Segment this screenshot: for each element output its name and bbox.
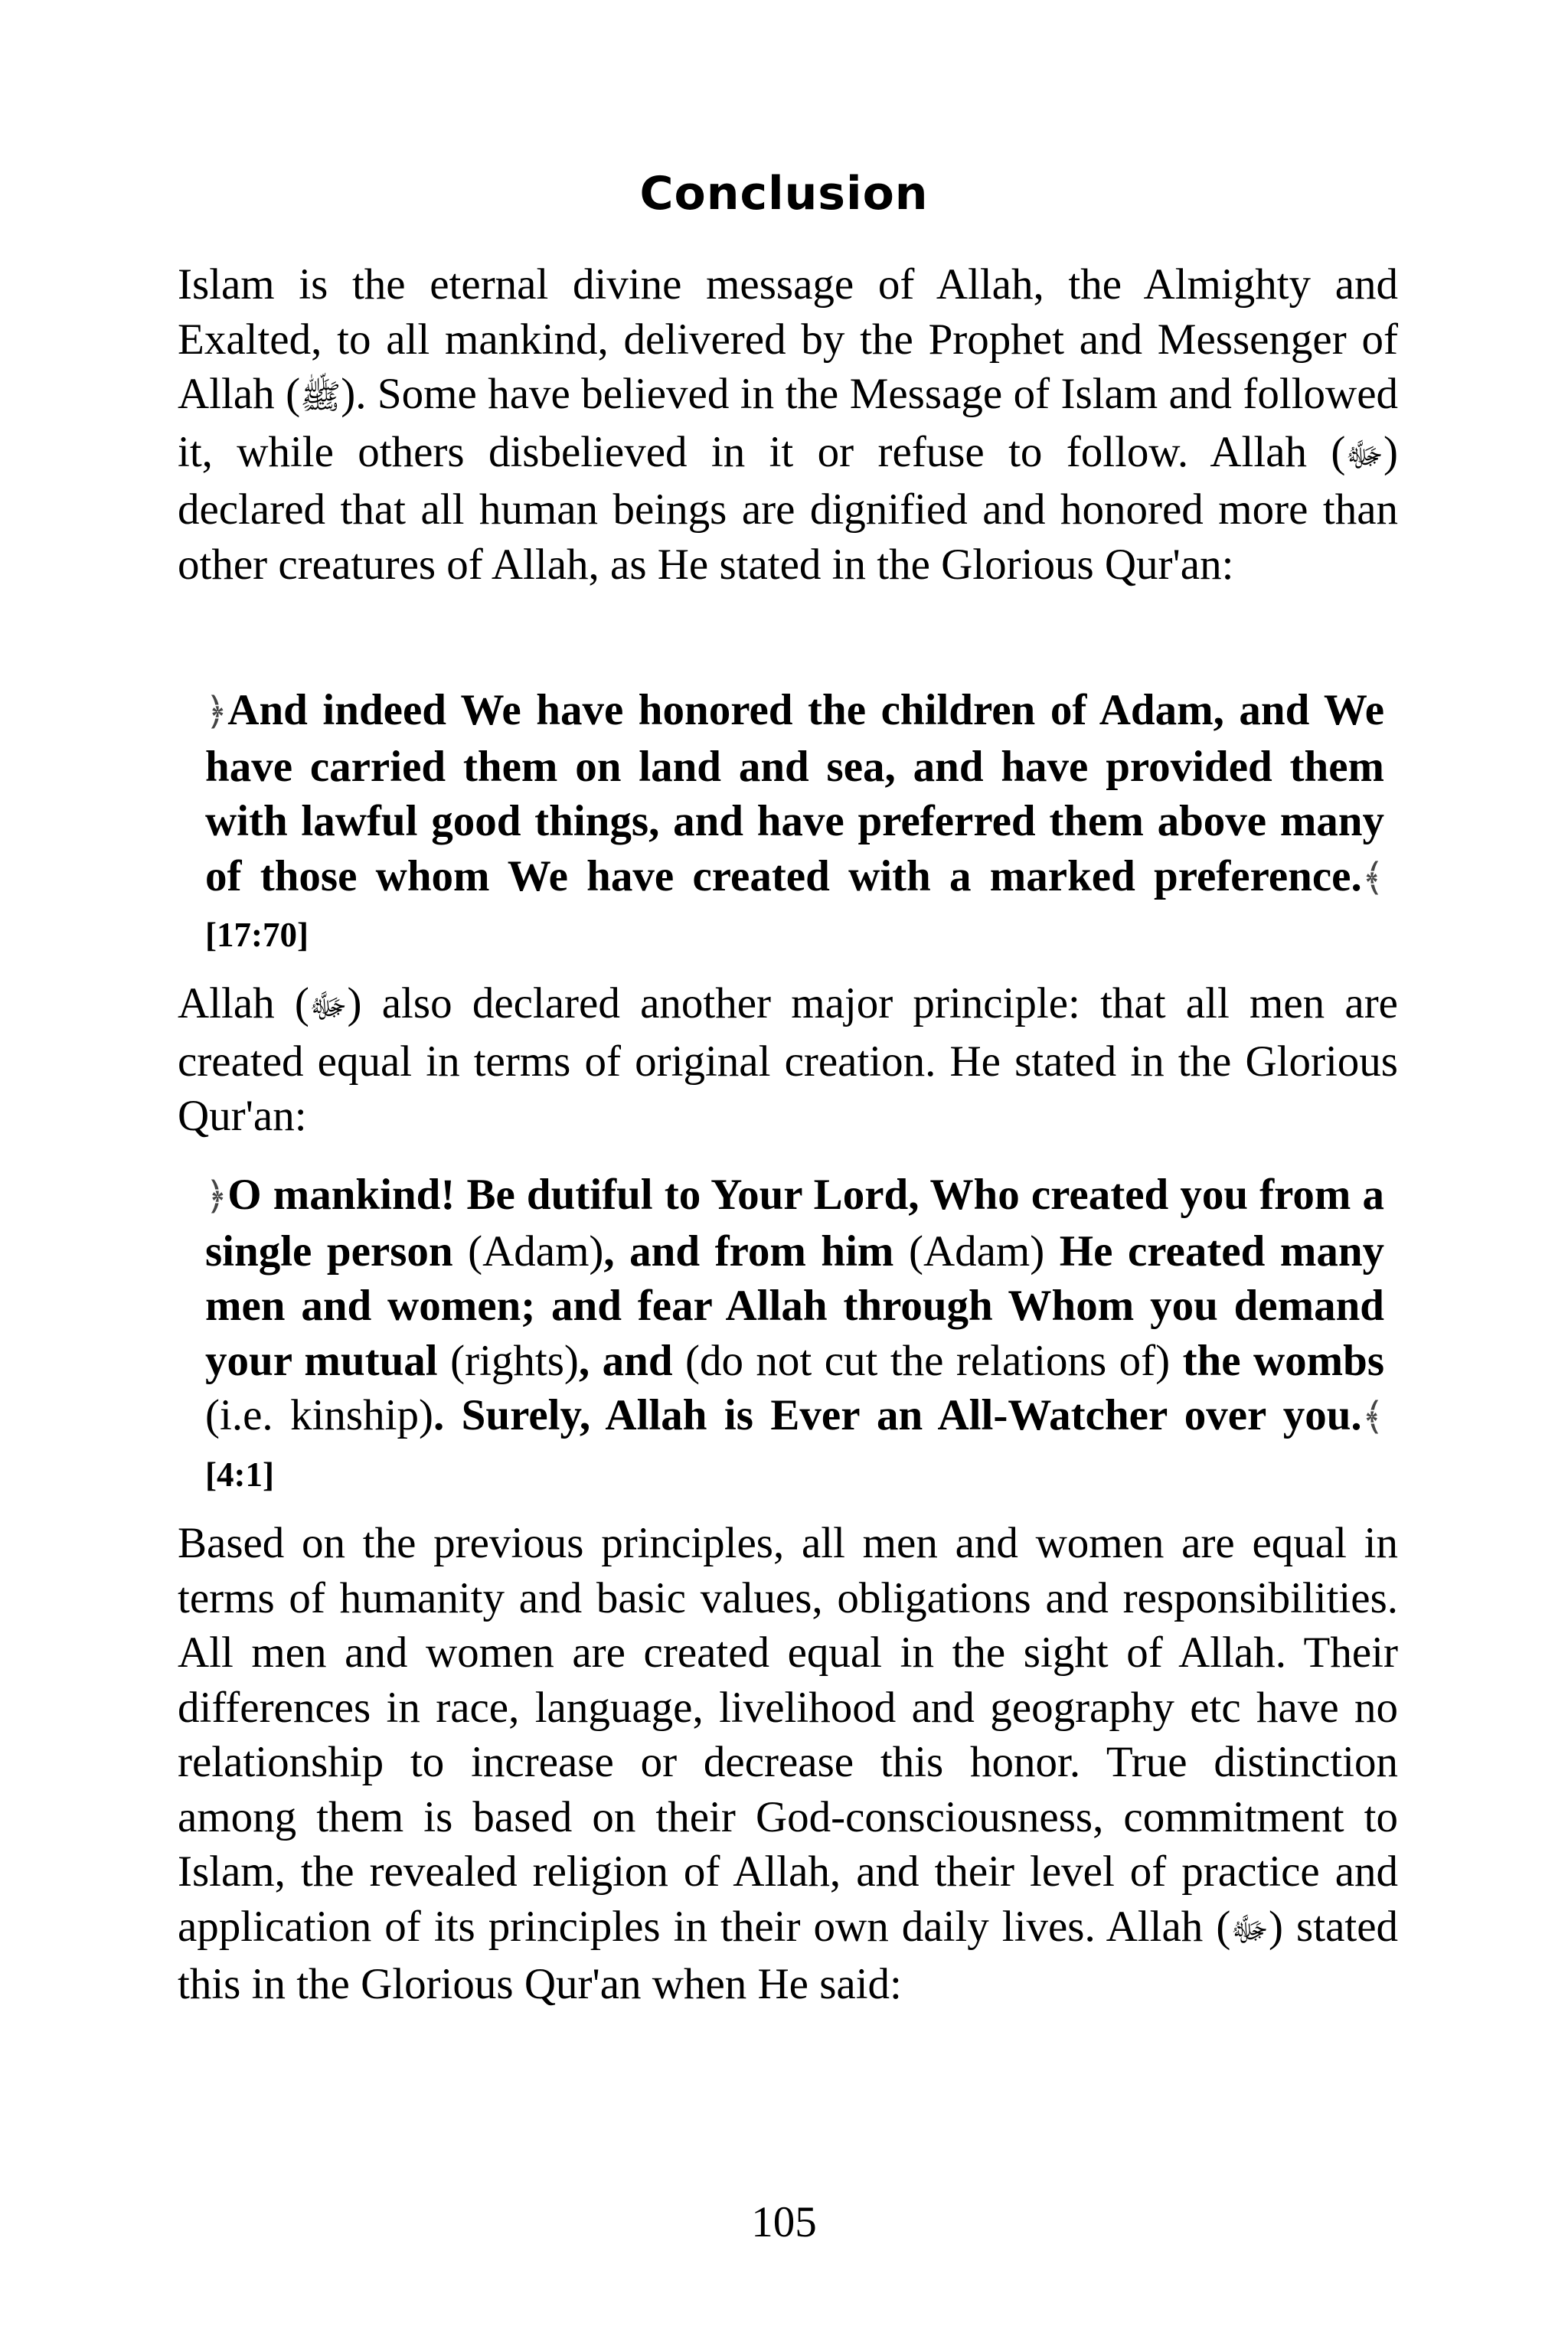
- page-number: 105: [751, 2198, 817, 2246]
- paragraph-text: Allah (: [178, 979, 309, 1027]
- page-title: Conclusion: [639, 167, 929, 220]
- paragraph-text: Based on the previous principles, all men and women are equal in terms of humanity and basic values, obligations and responsibilities. All men and women are created equal in the sight of Allah. Their differences in race, language, livelihood and geography etc have no relationship to increase or decrease this honor. True distinction among them is based on their God-consciousness, commitment to Islam, the revealed religion of Allah, and their level of practice and application of its principles in their own daily lives. Allah (: [178, 1519, 1398, 1951]
- verse-explanation: (do not cut the relations of): [685, 1336, 1171, 1385]
- glorification-symbol: ﷻ: [1345, 436, 1384, 474]
- verse-explanation: (Adam): [908, 1227, 1045, 1276]
- glorification-symbol: ﷻ: [1230, 1910, 1269, 1949]
- paragraph-principle: [178, 976, 1398, 1144]
- verse-close-bracket: ﴾: [1361, 855, 1384, 899]
- paragraph-equality: [178, 1516, 1398, 2012]
- verse-explanation: (Adam): [468, 1227, 604, 1276]
- verse-open-bracket: ﴿: [205, 690, 228, 733]
- verse-open-bracket: ﴿: [205, 1174, 228, 1217]
- verse-text: . Surely, Allah is Ever an All-Watcher over you.: [433, 1391, 1362, 1439]
- verse-text: He created many men and women; and fear Allah through Whom you demand your mutual: [205, 1227, 1385, 1385]
- verse-text: O mankind! Be dutiful to Your Lord, Who created you from a single person: [205, 1171, 1384, 1276]
- verse-text: the wombs: [1182, 1336, 1385, 1385]
- paragraph-text: ) stated this in the Glorious Qur'an when He said:: [178, 1902, 1399, 2008]
- verse-explanation: (rights): [450, 1336, 579, 1385]
- paragraph-text: ). Some have believed in the Message of Islam and followed it, while others disbelieved in it or refuse to follow. Allah (: [178, 370, 1398, 476]
- quran-verse-4-1: [205, 1168, 1384, 1502]
- verse-text: , and: [578, 1336, 673, 1385]
- verse-text: , and from him: [603, 1227, 894, 1276]
- paragraph-intro: [178, 257, 1398, 592]
- paragraph-text: Islam is the eternal divine message of Allah, the Almighty and Exalted, to all mankind, delivered by the Prophet and Messenger of Allah (: [178, 260, 1398, 418]
- verse-text: And indeed We have honored the children of Adam, and We have carried them on land and sea, and have provided them with lawful good things, and have preferred them above many of those whom We have created with a marked preference.: [205, 686, 1384, 900]
- paragraph-text: ) also declared another major principle: that all men are created equal in terms of original creation. He stated in the Glorious Qur'an:: [178, 979, 1398, 1140]
- quran-verse-17-70: [205, 683, 1384, 963]
- verse-reference: [4:1]: [205, 1455, 274, 1494]
- verse-close-bracket: ﴾: [1361, 1395, 1384, 1438]
- verse-explanation: (i.e. kinship): [205, 1391, 433, 1439]
- paragraph-text: ) declared that all human beings are dignified and honored more than other creatures of Allah, as He stated in the Glorious Qur'an:: [178, 427, 1398, 589]
- verse-reference: [17:70]: [205, 916, 309, 954]
- salutation-symbol: ﷺ: [300, 378, 341, 416]
- glorification-symbol: ﷻ: [309, 988, 348, 1025]
